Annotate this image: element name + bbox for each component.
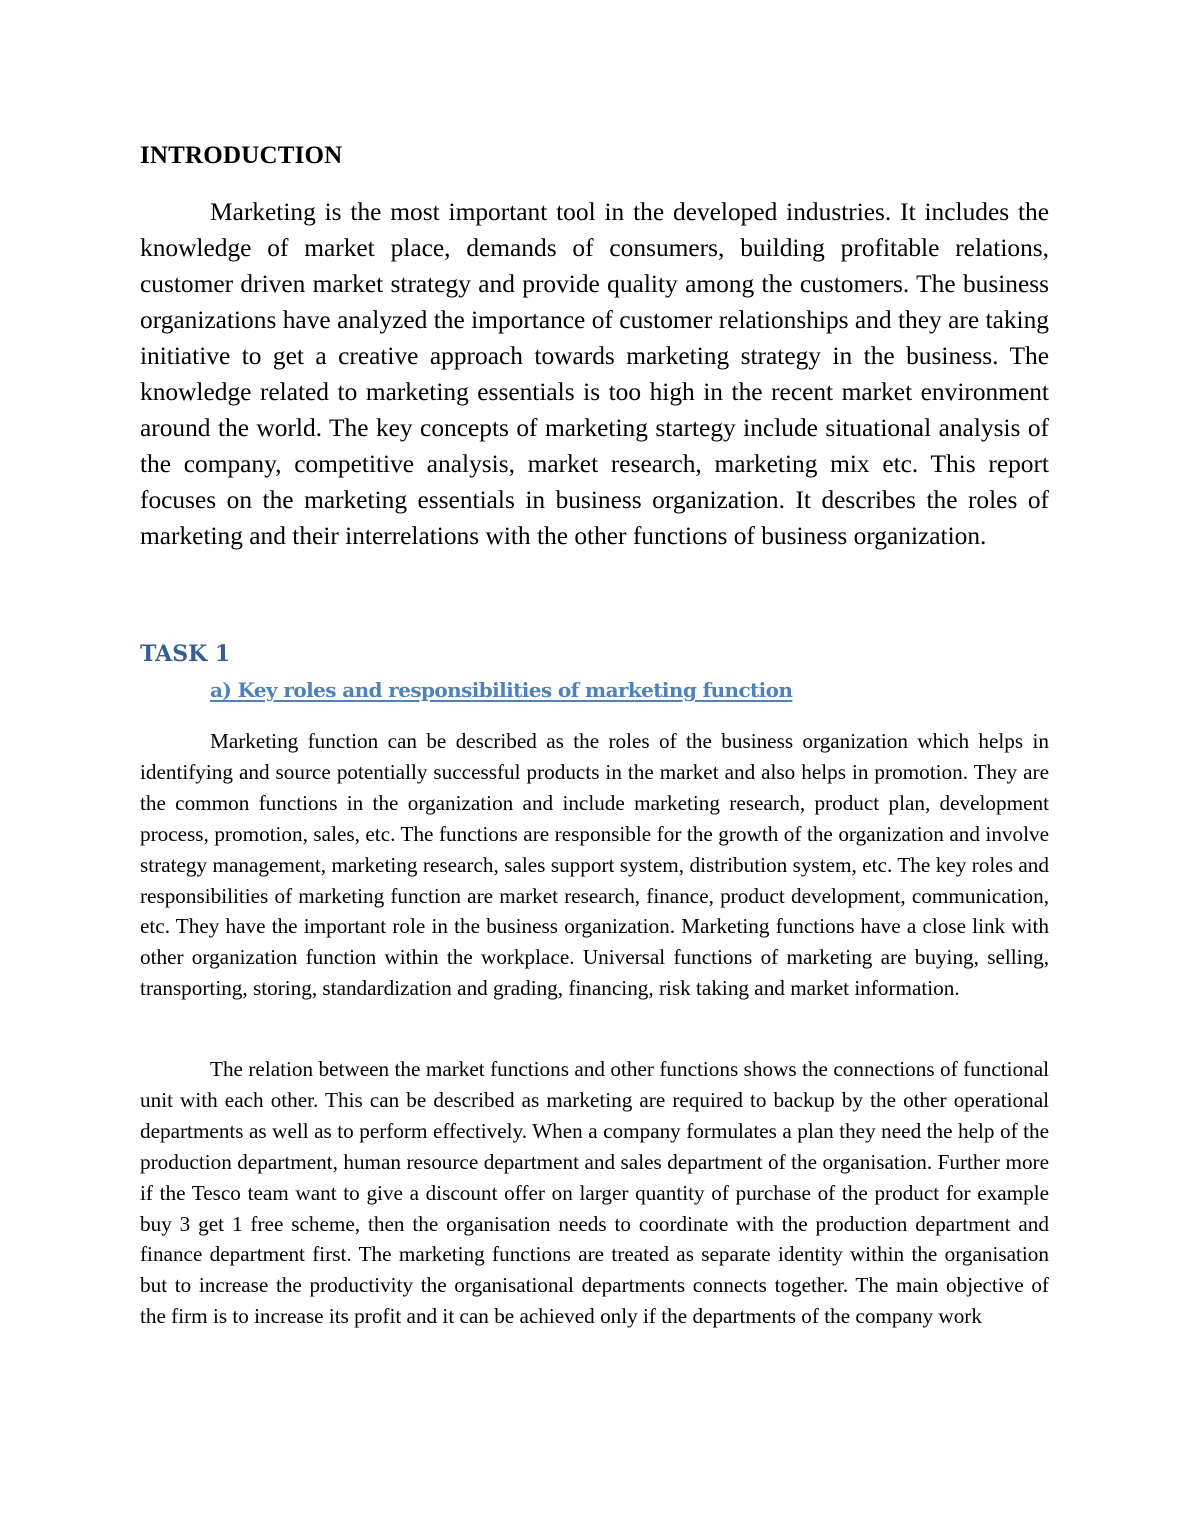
introduction-heading: INTRODUCTION — [140, 142, 343, 169]
market-relations-paragraph: The relation between the market functions and other functions shows the connections of functional unit with each other. This can be described as marketing are required to backup by the other operational departments as well as to perform effectively. When a company formulates a plan they need the help of the production department, human resource department and sales department of the organisation. Further more if the Tesco team want to give a discount offer on larger quantity of purchase of the product for example buy 3 get 1 free scheme, then the organisation needs to coordinate with the production department and finance department first. The marketing functions are treated as separate identity within the organisation but to increase the productivity the organisational departments connects together. The main objective of the firm is to increase its profit and it can be achieved only if the departments of the company work — [140, 1057, 1049, 1329]
marketing-function-paragraph: Marketing function can be described as the roles of the business organization which helps in identifying and source potentially successful products in the market and also helps in promotion. They are the common functions in the organization and include marketing research, product plan, development process, promotion, sales, etc. The functions are responsible for the growth of the organization and involve strategy management, marketing research, sales support system, distribution system, etc. The key roles and responsibilities of marketing function are market research, finance, product development, communication, etc. They have the important role in the business organization. Marketing functions have a close link with other organization function within the workplace. Universal functions of marketing are buying, selling, transporting, storing, standardization and grading, financing, risk taking and market information. — [140, 729, 1049, 1001]
introduction-paragraph: Marketing is the most important tool in the developed industries. It includes the knowledge of market place, demands of consumers, building profitable relations, customer driven market strategy and provide quality among the customers. The business organizations have analyzed the importance of customer relationships and they are taking initiative to get a creative approach towards marketing strategy in the business. The knowledge related to marketing essentials is too high in the recent market environment around the world. The key concepts of marketing startegy include situational analysis of the company, competitive analysis, market research, marketing mix etc. This report focuses on the marketing essentials in business organization. It describes the roles of marketing and their interrelations with the other functions of business organization. — [140, 198, 1049, 550]
task-1-heading: TASK 1 — [140, 641, 231, 667]
key-roles-subheading: a) Key roles and responsibilities of marketing function — [210, 678, 793, 702]
